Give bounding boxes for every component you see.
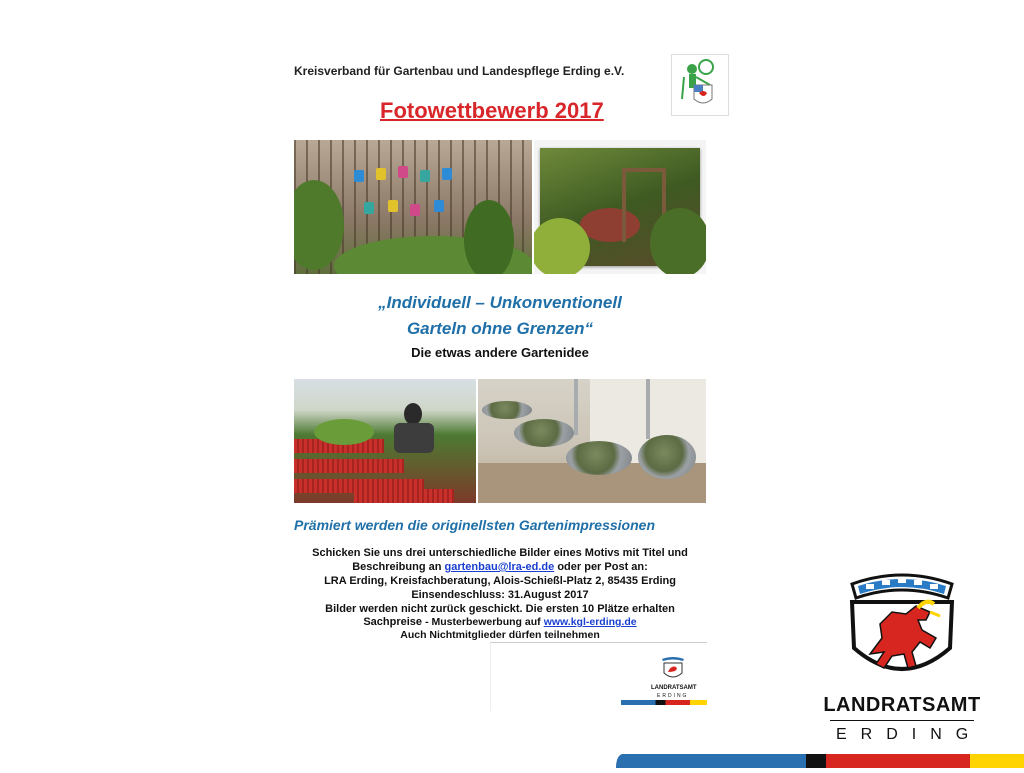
info-line-1: Schicken Sie uns drei unterschiedliche Bilder eines Motivs mit Titel und	[312, 547, 688, 559]
garden-association-logo	[671, 54, 729, 116]
erding-title: ERDING	[836, 726, 983, 743]
landratsamt-logo	[822, 568, 982, 748]
flyer-title: Fotowettbewerb 2017	[380, 98, 604, 123]
info-line-2-suffix: oder per Post an:	[557, 561, 648, 573]
mini-landratsamt-text: LANDRATSAMT	[651, 685, 697, 691]
mini-color-stripe	[621, 700, 707, 705]
info-line-4: Einsendeschluss: 31.August 2017	[411, 589, 589, 601]
coat-of-arms-icon	[822, 568, 982, 688]
info-line-2	[290, 560, 710, 574]
headline-line-2: Garteln ohne Grenzen“	[406, 319, 594, 338]
flyer	[290, 52, 710, 712]
chair-planter-photo	[534, 140, 706, 274]
subheadline: Die etwas andere Gartenidee	[411, 345, 589, 360]
info-line-6-middle: - Musterbewerbung auf	[425, 616, 541, 628]
plant-crates-photo	[294, 379, 476, 503]
mini-coat-of-arms-icon	[659, 655, 687, 681]
prize-headline: Prämiert werden die originellsten Gartenimpressionen	[294, 517, 655, 533]
info-line-6-prefix: Sachpreise	[363, 616, 423, 628]
info-line-3: LRA Erding, Kreisfachberatung, Alois-Schießl-Platz 2, 85435 Erding	[324, 575, 676, 587]
info-line-2-prefix: Beschreibung an	[352, 561, 442, 573]
info-line-5: Bilder werden nicht zurück geschickt. Die ersten 10 Plätze erhalten	[325, 603, 675, 615]
bottom-color-stripe	[616, 754, 1024, 768]
mini-landratsamt-card	[490, 642, 707, 711]
website-link[interactable]: www.kgl-erding.de	[543, 616, 637, 628]
headline-line-1: „Individuell – Unkonventionell	[378, 293, 622, 312]
email-link[interactable]: gartenbau@lra-ed.de	[444, 561, 555, 573]
organization-name: Kreisverband für Gartenbau und Landespflege Erding e.V.	[294, 64, 625, 78]
info-line-6	[290, 615, 710, 629]
info-line-7: Auch Nichtmitglieder dürfen teilnehmen	[400, 629, 600, 641]
vertical-garden-photo	[294, 140, 532, 274]
ladle-planters-photo	[478, 379, 706, 503]
landratsamt-title: LANDRATSAMT	[823, 694, 981, 716]
mini-erding-text: ERDING	[657, 693, 689, 699]
